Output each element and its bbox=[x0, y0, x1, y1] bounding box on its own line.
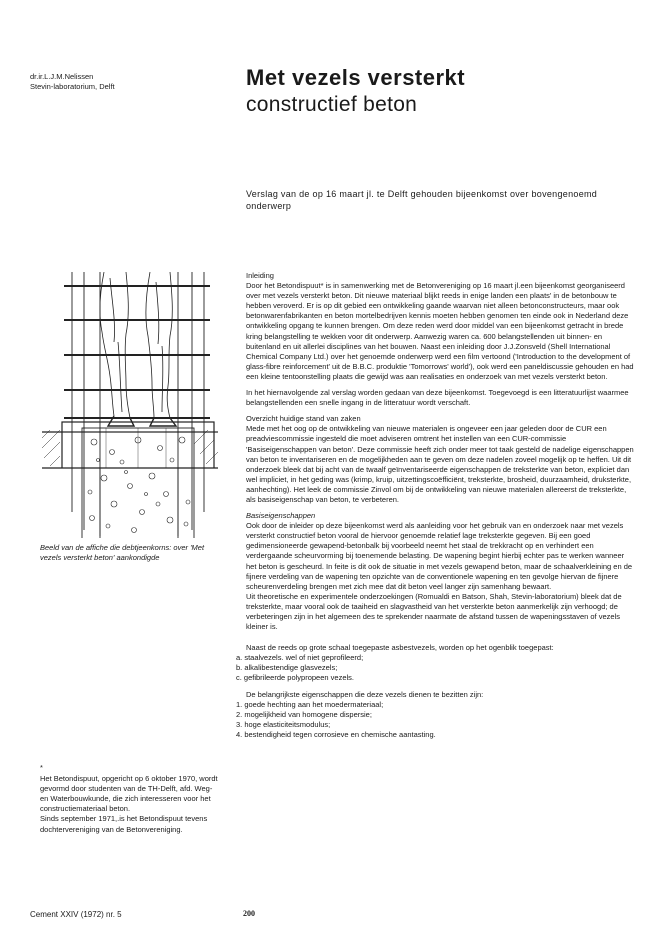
poster-illustration-legs-reinforcement-icon bbox=[42, 272, 218, 538]
section-heading-basiseigenschappen: Basiseigenschappen bbox=[246, 511, 316, 521]
paragraph: In het hiernavolgende zal verslag worden gedaan van deze bijeenkomst. Toegevoegd is een litteratuurlijst waarmee belangstellenden een snelle ingang in de litteratuur wordt verschaft. bbox=[246, 388, 629, 408]
article-title-line2: constructief beton bbox=[246, 93, 418, 116]
author-block bbox=[30, 72, 115, 92]
list-item: b. alkalibestendige glasvezels; bbox=[236, 663, 338, 673]
article-title-line1: Met vezels versterkt bbox=[246, 65, 466, 90]
author-affiliation: Stevin-laboratorium, Delft bbox=[30, 82, 115, 91]
list-item: 4. bestendigheid tegen corrosieve en chemische aantasting. bbox=[236, 729, 436, 739]
paragraph: Naast de reeds op grote schaal toegepaste asbestvezels, worden op het ogenblik toegepast: bbox=[246, 643, 554, 653]
fiber-types-list bbox=[236, 653, 634, 683]
paragraph: Uit theoretische en experimentele onderzoekingen (Romualdi en Batson, Shah, Stevin-laboratorium) bleek dat de treksterkte, maar vooral ook de taaiheid en slagvastheid van het versterkte beton aanmerkelijk zijn verhoogd; de verbeteringen zijn in het algemeen des te sprekender naarmate de afstand tussen de wapeningsstaven of vezels kleiner is. bbox=[246, 591, 622, 632]
list-item: 3. hoge elasticiteitsmodulus; bbox=[236, 719, 331, 729]
author-name: dr.ir.L.J.M.Nelissen bbox=[30, 72, 94, 81]
section-heading-inleiding: Inleiding bbox=[246, 271, 274, 280]
figure-caption: Beeld van de affiche die debtjeenkorns: over 'Met vezels versterkt beton' aankondigde bbox=[40, 543, 205, 562]
fiber-properties-list bbox=[236, 700, 634, 740]
journal-footer: Cement XXIV (1972) nr. 5 bbox=[30, 910, 122, 919]
footnote-text-2: Sinds september 1971,.is het Betondispuut tevens dochtervereniging van de Betonvereniging. bbox=[40, 814, 208, 834]
page-number: 200 bbox=[243, 909, 255, 918]
paragraph: Mede met het oog op de ontwikkeling van nieuwe materialen is ongeveer een jaar geleden door de CUR een preadviescommissie ingesteld die moet adviseren omtrent het instellen van een CUR-commissie 'Basiseigenschappen van beton'. Deze commissie heeft zich onder meer tot taak gesteld de nadelige eigenschappen van beton te inventariseren en de mogelijkheden aan te geven om deze nadelen zoveel mogelijk op te heffen. Uit dit onderzoek bleek dat bij acht van de twaalf geïnventariseerde eigenschappen de treksterkte van beton, expliciet dan wel impliciet, in het geding was (krimp, kruip, uitzettingscoëfficiënt, treksterkte, brosheid, duurzaamheid, druksterkte, aanhechting). Het leek de commissie Zinvol om bij de ontwikkeling van nieuwe materialen allereerst de treksterkte, als basiseigenschap van beton, te verbeteren. bbox=[246, 424, 634, 504]
paragraph: Ook door de inleider op deze bijeenkomst werd als aanleiding voor het gebruik van en onderzoek naar met vezels versterkt constructief beton vooral de hiervoor genoemde relatief lage treksterkte gegeven. Bij een goed gedimensioneerde gewapend-betonbalk bij voorbeeld neemt het staal de trekkracht op en verhindert een verdergaande scheurvorming bij toenemende belasting. De wapening begint hierbij echter pas te werken wanneer het beton is gescheurd. In feite is dit ook de situatie in met vezels gewapend beton, maar de schaalverkleining en de fijnere verdeling van de wapening ten opzichte van de conventionele wapening en ten gevolge hiervan de fijnere scheurenverdeling brengen met zich mee dat dit beton veel langer zijn samenhang bewaart. bbox=[246, 521, 633, 591]
article-subtitle: Verslag van de op 16 maart jl. te Delft gehouden bijeenkomst over bovengenoemd onderwerp bbox=[246, 189, 598, 211]
section-heading-overzicht: Overzicht huidige stand van zaken bbox=[246, 414, 361, 424]
paragraph: Door het Betondispuut* is in samenwerking met de Betonvereniging op 16 maart jl.een bijeenkomst georganiseerd over met vezels versterkt beton. Dit nieuwe materiaal blijkt reeds in enige landen een plaats' in de betonbouw te hebben veroverd. Er is op dit gebied een ontwikkeling gaande waarvan niet alleen betonconstructeurs, maar ook betonwarenfabrikanten en beton mortelbedrijven kennis moeten hebben genomen ten einde ook in Nederland deze ontwikkeling opgang te kunnen brengen. Om deze reden werd door middel van een bijeenkomst getracht in brede kring belangstelling te wekken voor dit onderwerp. Aanwezig waren ca. 600 belangstellenden uit binnen- en buitenland en uit allerlei disciplines van het bouwen. Naast een inleiding door J.J.Zonsveld (Shell International Chemical Company Ltd.) over het genoemde onderwerp werd een film vertoond ('Introduction to the development of glass-fibre reinforcement' uit de B.B.C. produktie 'Tomorrows' world'), ook werd een paneldiscussie gehouden en had een kleine tentoonstelling plaats die gewijd was aan realisaties en onderzoek van met vezels versterkt beton. bbox=[246, 281, 634, 381]
footnote bbox=[40, 763, 222, 835]
list-item: a. staalvezels. wel of niet geprofileerd; bbox=[236, 653, 364, 663]
list-item: 1. goede hechting aan het moedermateriaal; bbox=[236, 699, 384, 709]
footnote-marker: * bbox=[40, 763, 43, 772]
footnote-text-1: Het Betondispuut, opgericht op 6 oktober 1970, wordt gevormd door studenten van de TH-Delft, afd. Weg- en Waterbouwkunde, die zich interesseren voor het constructiemateriaal beton. bbox=[40, 774, 218, 814]
list-item: 2. mogelijkheid van homogene dispersie; bbox=[236, 709, 372, 719]
paragraph: De belangrijkste eigenschappen die deze vezels dienen te bezitten zijn: bbox=[246, 689, 484, 699]
main-text-column bbox=[236, 271, 634, 740]
list-item: c. gefibrileerde polypropeen vezels. bbox=[236, 673, 354, 683]
